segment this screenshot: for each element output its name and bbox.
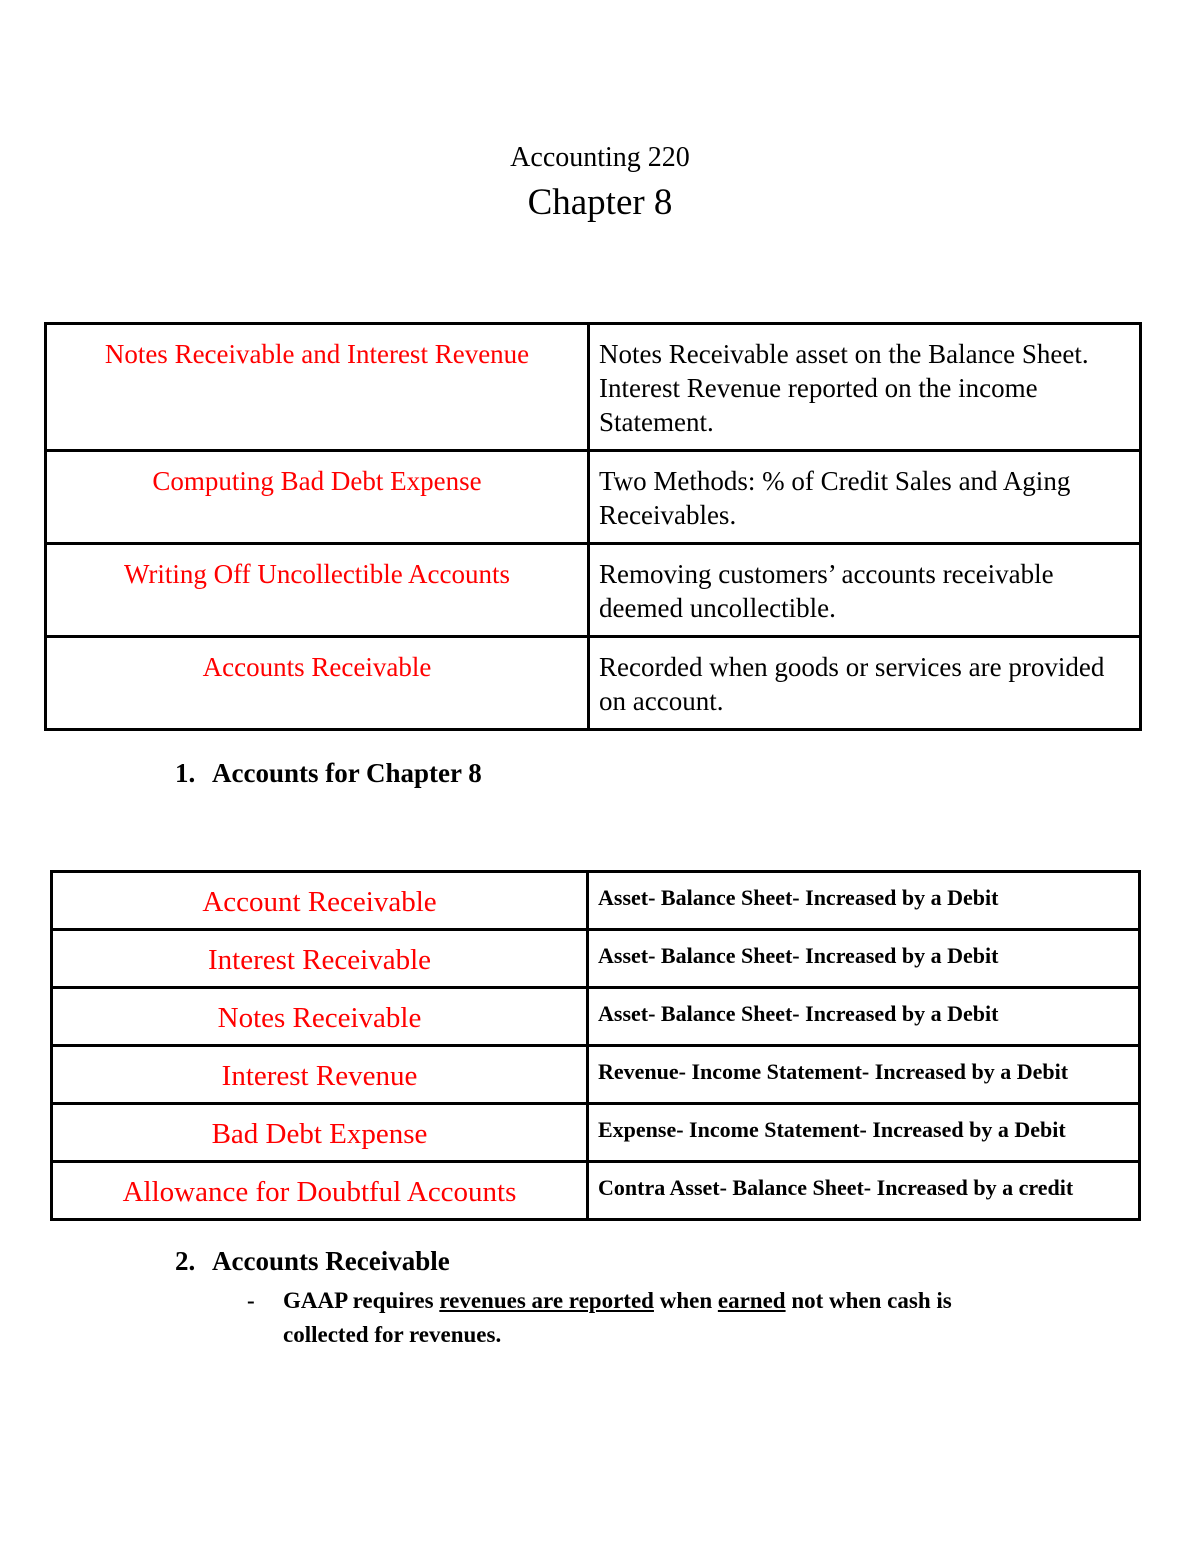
bullet-text-part: when: [653, 1288, 718, 1313]
account-name: Account Receivable: [52, 872, 588, 930]
account-name: Interest Revenue: [52, 1046, 588, 1104]
section-number: 1.: [175, 758, 196, 788]
definition-row: [46, 324, 1141, 451]
account-name: Allowance for Doubtful Accounts: [52, 1162, 588, 1220]
account-row: [52, 1104, 1140, 1162]
section-heading-accounts-receivable: [175, 1244, 450, 1278]
account-row: [52, 930, 1140, 988]
definition-term: Writing Off Uncollectible Accounts: [46, 544, 589, 637]
account-row: [52, 988, 1140, 1046]
definition-text: Removing customers’ accounts receivable deemed uncollectible.: [589, 544, 1141, 637]
bullet-marker: -: [247, 1288, 255, 1313]
section-title: Accounts for Chapter 8: [212, 758, 482, 788]
account-classification: Revenue- Income Statement- Increased by a Debit: [588, 1046, 1140, 1104]
account-row: [52, 872, 1140, 930]
account-classification: Asset- Balance Sheet- Increased by a Debit: [588, 988, 1140, 1046]
account-classification: Contra Asset- Balance Sheet- Increased by a credit: [588, 1162, 1140, 1220]
section-number: 2.: [175, 1246, 196, 1276]
definition-row: [46, 451, 1141, 544]
definition-term: Accounts Receivable: [46, 637, 589, 730]
account-name: Notes Receivable: [52, 988, 588, 1046]
section-heading-accounts: [175, 756, 482, 790]
account-classification: Asset- Balance Sheet- Increased by a Debit: [588, 872, 1140, 930]
section-title: Accounts Receivable: [212, 1246, 450, 1276]
chapter-title: Chapter 8: [527, 182, 673, 223]
account-classification: Expense- Income Statement- Increased by a Debit: [588, 1104, 1140, 1162]
definition-term: Notes Receivable and Interest Revenue: [46, 324, 589, 451]
course-title: Accounting 220: [510, 142, 690, 173]
definition-text: Two Methods: % of Credit Sales and Aging Receivables.: [589, 451, 1141, 544]
account-row: [52, 1162, 1140, 1220]
definition-text: Recorded when goods or services are provided on account.: [589, 637, 1141, 730]
bullet-text-part: not when cash is collected for revenues.: [283, 1288, 952, 1347]
account-row: [52, 1046, 1140, 1104]
definition-text: Notes Receivable asset on the Balance Sheet. Interest Revenue reported on the income Statement.: [589, 324, 1141, 451]
definition-row: [46, 637, 1141, 730]
bullet-text: [283, 1284, 1003, 1352]
account-name: Interest Receivable: [52, 930, 588, 988]
bullet-text-part: GAAP requires: [283, 1288, 440, 1313]
definition-row: [46, 544, 1141, 637]
account-name: Bad Debt Expense: [52, 1104, 588, 1162]
account-classification: Asset- Balance Sheet- Increased by a Debit: [588, 930, 1140, 988]
definitions-table: [44, 322, 1142, 731]
underlined-phrase: revenues are reported: [439, 1288, 654, 1313]
underlined-phrase: earned: [717, 1288, 786, 1313]
definition-term: Computing Bad Debt Expense: [46, 451, 589, 544]
accounts-table: [50, 870, 1141, 1221]
